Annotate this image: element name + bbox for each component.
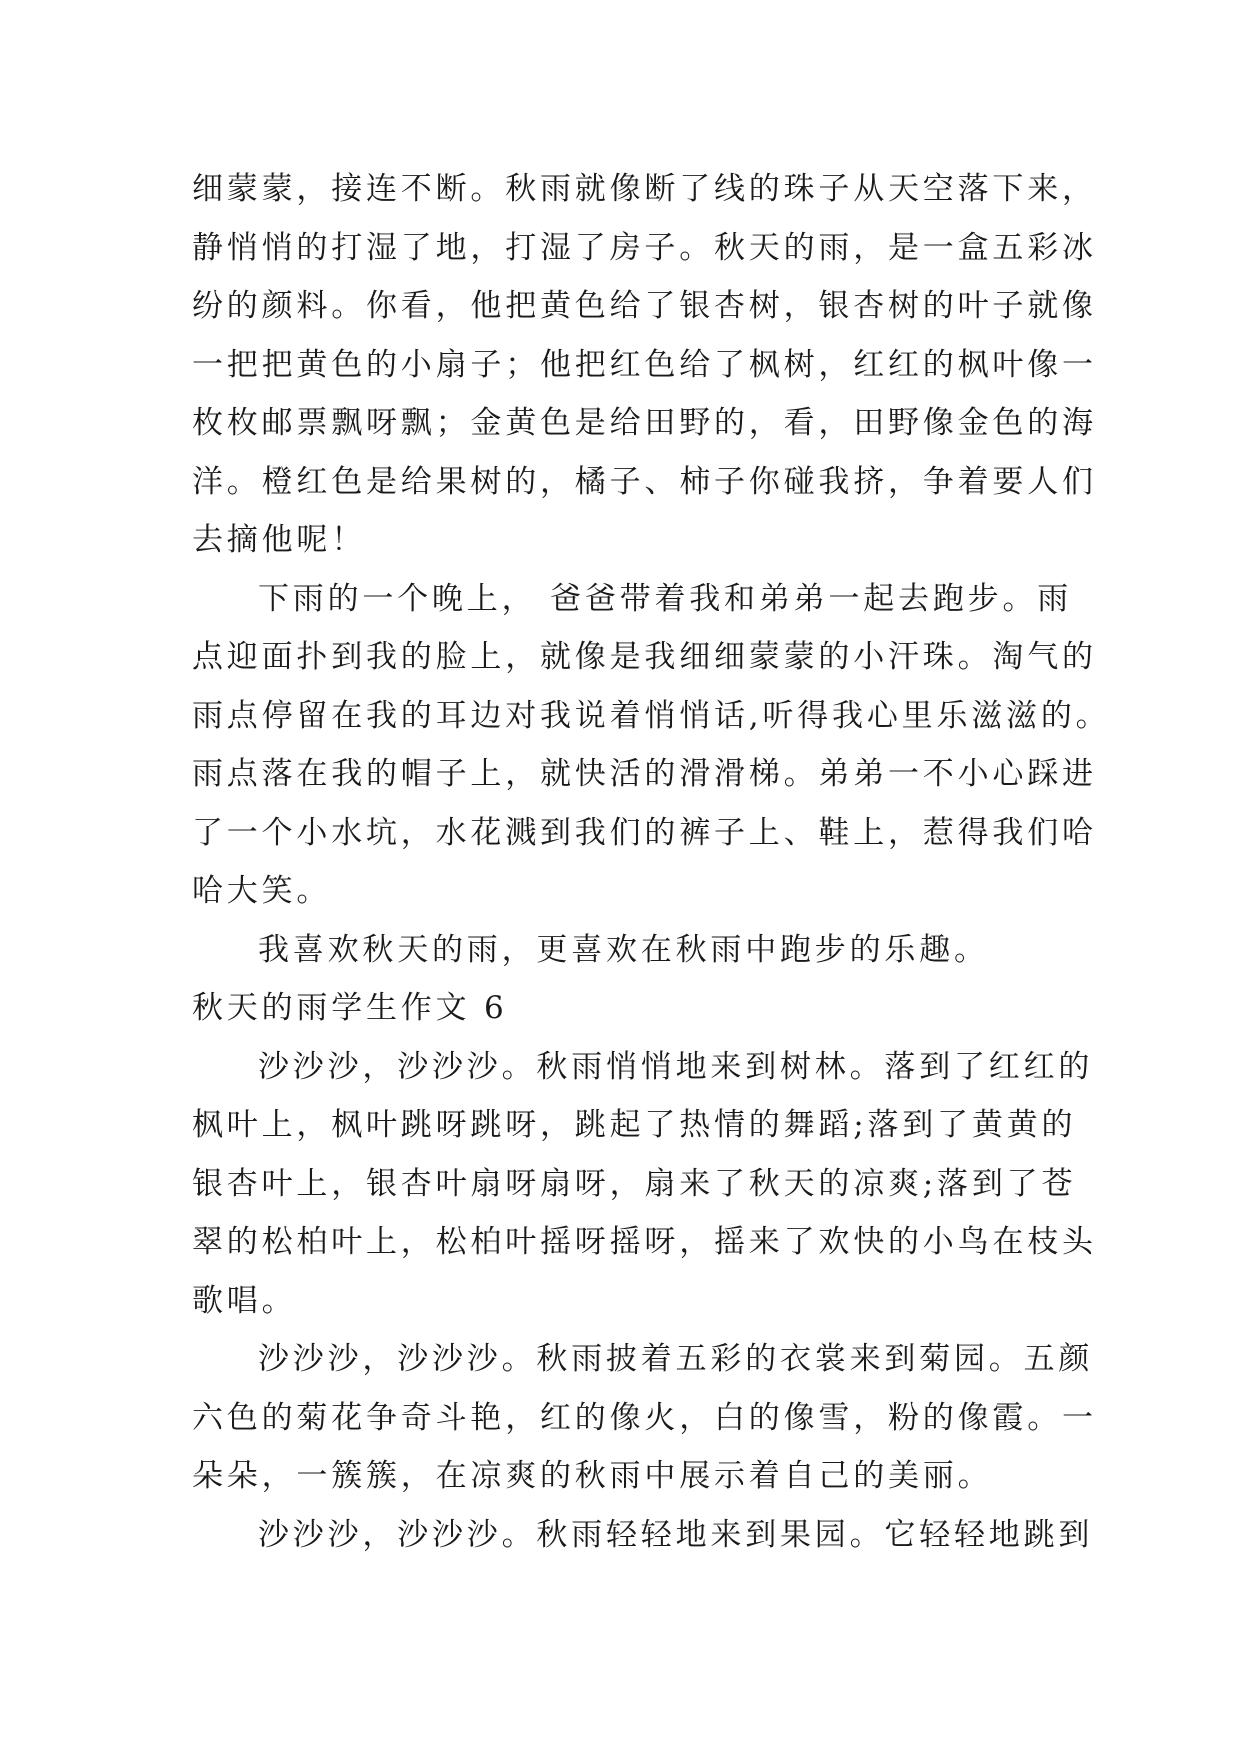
text-line: 了一个小水坑，水花溅到我们的裤子上、鞋上，惹得我们哈 bbox=[192, 814, 1097, 851]
paragraph-start-line: 沙沙沙，沙沙沙。秋雨轻轻地来到果园。它轻轻地跳到 bbox=[258, 1516, 1094, 1553]
text-line: 雨点落在我的帽子上，就快活的滑滑梯。弟弟一不小心踩进 bbox=[192, 756, 1097, 792]
text-line: 点迎面扑到我的脸上，就像是我细细蒙蒙的小汗珠。淘气的 bbox=[192, 639, 1097, 675]
text-line: 静悄悄的打湿了地，打湿了房子。秋天的雨，是一盒五彩冰 bbox=[192, 229, 1097, 266]
text-line: 朵朵，一簇簇，在凉爽的秋雨中展示着自己的美丽。 bbox=[192, 1458, 993, 1494]
text-line: 洋。橙红色是给果树的，橘子、柿子你碰我挤，争着要人们 bbox=[192, 463, 1097, 500]
paragraph-start-line: 沙沙沙，沙沙沙。秋雨披着五彩的衣裳来到菊园。五颜 bbox=[258, 1341, 1094, 1377]
text-line: 银杏叶上，银杏叶扇呀扇呀，扇来了秋天的凉爽;落到了苍 bbox=[192, 1165, 1077, 1202]
text-line: 歌唱。 bbox=[192, 1282, 297, 1319]
text-line: 六色的菊花争奇斗艳，红的像火，白的像雪，粉的像霞。一 bbox=[192, 1399, 1097, 1436]
text-line: 枫叶上，枫叶跳呀跳呀，跳起了热情的舞蹈;落到了黄黄的 bbox=[192, 1107, 1077, 1143]
text-line: 纷的颜料。你看，他把黄色给了银杏树，银杏树的叶子就像 bbox=[192, 288, 1097, 324]
section-heading: 秋天的雨学生作文 6 bbox=[192, 990, 508, 1026]
text-line: 哈大笑。 bbox=[192, 873, 332, 909]
paragraph-start-line: 下雨的一个晚上， 爸爸带着我和弟弟一起去跑步。雨 bbox=[258, 580, 1073, 617]
paragraph-start-line: 沙沙沙，沙沙沙。秋雨悄悄地来到树林。落到了红红的 bbox=[258, 1048, 1094, 1085]
text-line: 一把把黄色的小扇子；他把红色给了枫树，红红的枫叶像一 bbox=[192, 346, 1097, 383]
text-line: 细蒙蒙，接连不断。秋雨就像断了线的珠子从天空落下来， bbox=[192, 171, 1097, 207]
text-line: 雨点停留在我的耳边对我说着悄悄话,听得我心里乐滋滋的。 bbox=[192, 697, 1111, 734]
paragraph-start-line: 我喜欢秋天的雨，更喜欢在秋雨中跑步的乐趣。 bbox=[258, 931, 989, 968]
text-line: 去摘他呢！ bbox=[192, 522, 366, 558]
essay-text bbox=[192, 160, 1111, 1564]
text-line: 翠的松柏叶上，松柏叶摇呀摇呀，摇来了欢快的小鸟在枝头 bbox=[192, 1224, 1097, 1260]
text-line: 枚枚邮票飘呀飘；金黄色是给田野的，看，田野像金色的海 bbox=[192, 405, 1097, 441]
